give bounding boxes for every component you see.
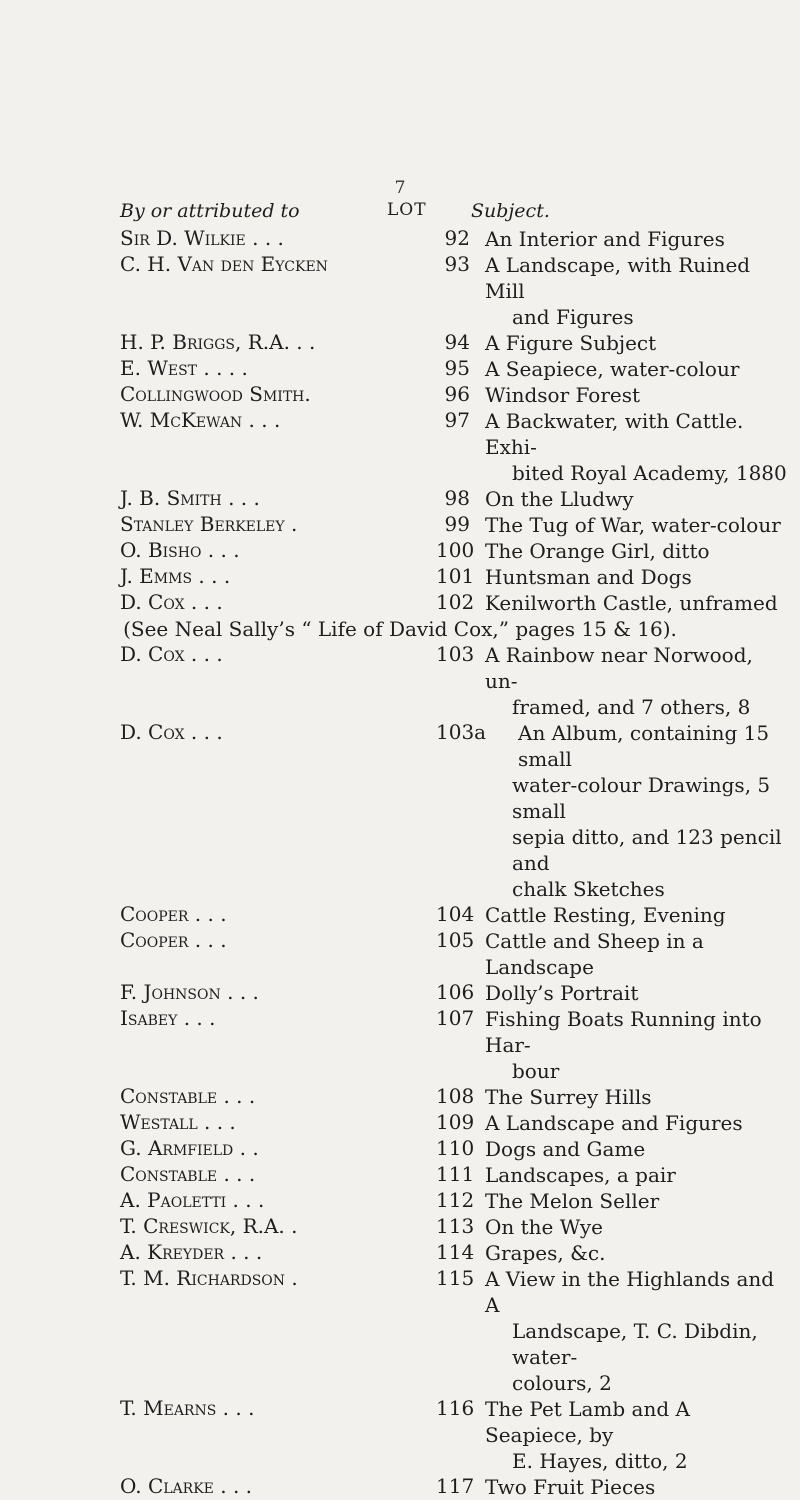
lot-number: 101 — [436, 564, 475, 588]
list-item — [0, 928, 800, 980]
lot-number: 98 — [444, 486, 470, 510]
list-item — [0, 1136, 800, 1162]
subject-text: A Backwater, with Cattle. Exhi- bited Royal Academy, 1880 — [485, 409, 787, 485]
artist-name: Westall . . . — [120, 1110, 236, 1134]
lot-number: 114 — [436, 1240, 475, 1264]
list-item — [0, 642, 800, 720]
list-item — [0, 564, 800, 590]
artist-name: G. Armfield . . — [120, 1136, 259, 1160]
subject-text: A Figure Subject — [485, 331, 657, 355]
lot-number: 99 — [444, 512, 470, 536]
page-number: 7 — [394, 178, 406, 198]
list-item — [0, 408, 800, 486]
artist-name: D. Cox . . . — [120, 720, 223, 744]
subject-text: Windsor Forest — [485, 383, 641, 407]
subject-text: Cattle Resting, Evening — [485, 903, 726, 927]
lot-number: 113 — [436, 1214, 475, 1238]
subject-text: Landscapes, a pair — [485, 1163, 676, 1187]
artist-name: Constable . . . — [120, 1162, 256, 1186]
subject-text: Dogs and Game — [485, 1137, 646, 1161]
artist-name: D. Cox . . . — [120, 590, 223, 614]
reference-note: (See Neal Sally’s “ Life of David Cox,” pages 15 & 16). — [123, 617, 677, 641]
artist-name: J. B. Smith . . . — [120, 486, 260, 510]
artist-name: D. Cox . . . — [120, 642, 223, 666]
list-item — [0, 1162, 800, 1188]
artist-name: E. West . . . . — [120, 356, 248, 380]
artist-name: O. Bisho . . . — [120, 538, 240, 562]
subject-text: Huntsman and Dogs — [485, 565, 692, 589]
artist-name: A. Kreyder . . . — [120, 1240, 263, 1264]
artist-name: Isabey . . . — [120, 1006, 216, 1030]
list-item — [0, 720, 800, 902]
lot-number: 104 — [436, 902, 475, 926]
artist-name: Collingwood Smith. — [120, 382, 311, 406]
lot-number: 115 — [436, 1266, 475, 1290]
list-item — [0, 1240, 800, 1266]
lot-number: 92 — [444, 226, 470, 250]
lot-number: 106 — [436, 980, 475, 1004]
subject-text: Fishing Boats Running into Har- bour — [485, 1007, 762, 1083]
subject-text: Two Fruit Pieces — [485, 1475, 656, 1499]
subject-text: Dolly’s Portrait — [485, 981, 639, 1005]
lot-number: 103 — [436, 642, 475, 666]
subject-text: Kenilworth Castle, unframed — [485, 591, 778, 615]
lot-number: 105 — [436, 928, 475, 952]
lot-number: 117 — [436, 1474, 475, 1498]
subject-text: On the Wye — [485, 1215, 603, 1239]
subject-text: The Surrey Hills — [485, 1085, 652, 1109]
lot-number: 108 — [436, 1084, 475, 1108]
list-item — [0, 1266, 800, 1396]
lot-number: 112 — [436, 1188, 475, 1212]
list-item — [0, 1214, 800, 1240]
list-item — [0, 330, 800, 356]
list-item — [0, 512, 800, 538]
list-item — [0, 1006, 800, 1084]
lot-number: 111 — [436, 1162, 475, 1186]
lot-number: 109 — [436, 1110, 475, 1134]
artist-name: H. P. Briggs, R.A. . . — [120, 330, 316, 354]
list-item — [0, 538, 800, 564]
artist-name: T. M. Richardson . — [120, 1266, 298, 1290]
subject-text: On the Lludwy — [485, 487, 634, 511]
list-item — [0, 902, 800, 928]
list-item — [0, 1110, 800, 1136]
artist-name: A. Paoletti . . . — [120, 1188, 265, 1212]
lot-number: 102 — [436, 590, 475, 614]
artist-name: Sir D. Wilkie . . . — [120, 226, 284, 250]
lot-number: 96 — [444, 382, 470, 406]
subject-text: An Interior and Figures — [485, 227, 725, 251]
list-item — [0, 226, 800, 252]
header-artist: By or attributed to — [120, 200, 300, 222]
list-item — [0, 486, 800, 512]
header-subject: Subject. — [471, 200, 550, 222]
subject-text: An Album, containing 15 small water-colour Drawings, 5 small sepia ditto, and 123 pencil and chalk Sketches — [512, 721, 782, 901]
artist-name: O. Clarke . . . — [120, 1474, 253, 1498]
artist-name: T. Mearns . . . — [120, 1396, 255, 1420]
list-item — [0, 1188, 800, 1214]
subject-text: The Orange Girl, ditto — [485, 539, 710, 563]
subject-text: A Landscape, with Ruined Mill and Figures — [485, 253, 751, 329]
list-item — [0, 1474, 800, 1500]
subject-text: Cattle and Sheep in a Landscape — [485, 929, 704, 979]
lot-number: 95 — [444, 356, 470, 380]
list-item — [0, 252, 800, 330]
list-item — [0, 382, 800, 408]
artist-name: J. Emms . . . — [120, 564, 231, 588]
lot-number: 93 — [444, 252, 470, 276]
lot-number: 107 — [436, 1006, 475, 1030]
artist-name: Cooper . . . — [120, 902, 227, 926]
subject-text: Grapes, &c. — [485, 1241, 606, 1265]
subject-text: A View in the Highlands and A Landscape, T. C. Dibdin, water- colours, 2 — [485, 1267, 775, 1395]
artist-name: C. H. Van den Eycken — [120, 252, 328, 276]
artist-name: T. Creswick, R.A. . — [120, 1214, 298, 1238]
list-item — [0, 1084, 800, 1110]
subject-text: The Pet Lamb and A Seapiece, by E. Hayes, ditto, 2 — [485, 1397, 690, 1473]
lot-number: 97 — [444, 408, 470, 432]
list-item — [0, 590, 800, 616]
subject-text: The Tug of War, water-colour — [485, 513, 781, 537]
artist-name: Constable . . . — [120, 1084, 256, 1108]
entries-list — [0, 226, 800, 1500]
list-item — [0, 1396, 800, 1474]
subject-text: A Landscape and Figures — [485, 1111, 743, 1135]
lot-number: 103a — [436, 720, 487, 744]
lot-number: 110 — [436, 1136, 475, 1160]
list-item — [0, 356, 800, 382]
artist-name: F. Johnson . . . — [120, 980, 259, 1004]
artist-name: Cooper . . . — [120, 928, 227, 952]
list-item — [0, 980, 800, 1006]
lot-number: 116 — [436, 1396, 475, 1420]
subject-text: The Melon Seller — [485, 1189, 660, 1213]
artist-name: Stanley Berkeley . — [120, 512, 298, 536]
header-lot: LOT — [387, 200, 427, 220]
subject-text: A Rainbow near Norwood, un- framed, and 7 others, 8 — [485, 643, 753, 719]
artist-name: W. McKewan . . . — [120, 408, 281, 432]
lot-number: 100 — [436, 538, 475, 562]
lot-number: 94 — [444, 330, 470, 354]
subject-text: A Seapiece, water-colour — [485, 357, 740, 381]
